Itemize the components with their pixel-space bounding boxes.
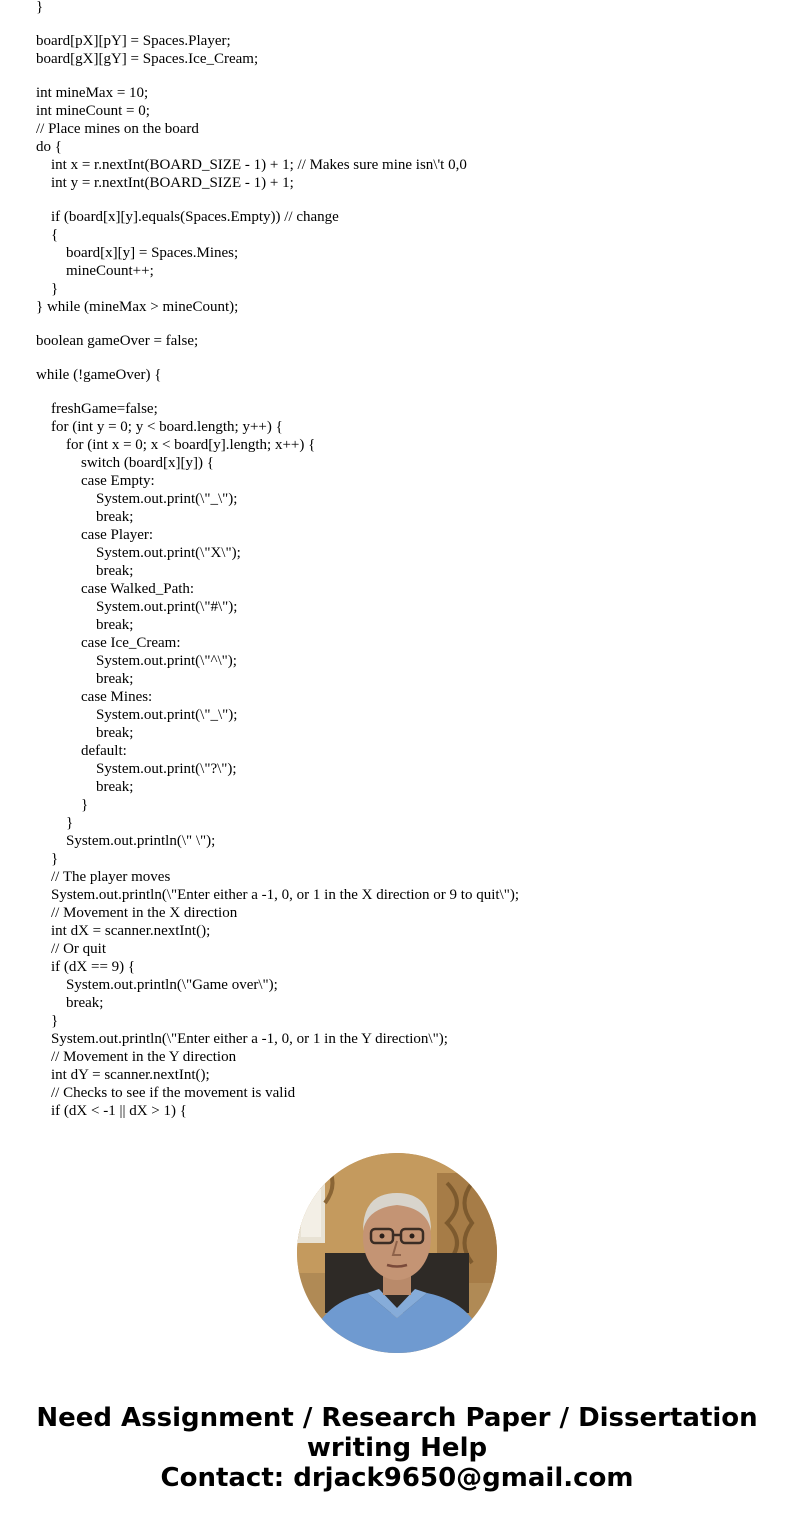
code-line: case Walked_Path: [36,581,195,597]
promo-contact-email: Contact: drjack9650@gmail.com [160,1463,634,1493]
code-line: System.out.print(\"_\"); [36,491,238,507]
code-line: int dY = scanner.nextInt(); [36,1067,210,1083]
code-line: case Empty: [36,473,155,489]
author-avatar [297,1153,497,1353]
code-line [36,384,776,400]
code-line: break; [36,725,134,741]
code-line: } [36,281,59,297]
contact-banner [0,1403,794,1493]
code-line: if (dX < -1 || dX > 1) { [36,1103,187,1119]
code-line: int mineCount = 0; [36,103,150,119]
code-line: // Or quit [36,941,106,957]
code-line: int x = r.nextInt(BOARD_SIZE - 1) + 1; // Makes sure mine isn\'t 0,0 [36,157,467,173]
code-line [36,316,776,332]
code-line: if (board[x][y].equals(Spaces.Empty)) // change [36,209,339,225]
code-line: int dX = scanner.nextInt(); [36,923,211,939]
code-line: break; [36,509,134,525]
code-line: System.out.println(\"Enter either a -1, 0, or 1 in the Y direction\"); [36,1031,448,1047]
code-line: } [36,851,59,867]
code-line: case Mines: [36,689,153,705]
code-line: System.out.print(\"#\"); [36,599,238,615]
code-line: do { [36,139,62,155]
code-line: switch (board[x][y]) { [36,455,214,471]
code-line: boolean gameOver = false; [36,333,199,349]
code-line: System.out.print(\"X\"); [36,545,241,561]
code-line: break; [36,563,134,579]
code-line: break; [36,995,104,1011]
code-line: for (int y = 0; y < board.length; y++) { [36,419,283,435]
code-line: for (int x = 0; x < board[y].length; x++) { [36,437,316,453]
code-line: default: [36,743,127,759]
code-line: int mineMax = 10; [36,85,149,101]
code-line: // Movement in the Y direction [36,1049,237,1065]
code-line: // Checks to see if the movement is valid [36,1085,296,1101]
code-line: break; [36,671,134,687]
code-line: board[x][y] = Spaces.Mines; [36,245,239,261]
code-line: System.out.println(\" \"); [36,833,216,849]
code-line: System.out.println(\"Enter either a -1, 0, or 1 in the X direction or 9 to quit\"); [36,887,519,903]
promo-headline: Need Assignment / Research Paper / Dissertation [36,1403,758,1433]
code-snippet [36,0,776,1120]
code-line: } [36,815,74,831]
code-line: board[gX][gY] = Spaces.Ice_Cream; [36,51,259,67]
code-line: } [36,1013,59,1029]
code-line: } [36,0,44,15]
code-line: if (dX == 9) { [36,959,136,975]
code-line [36,68,776,84]
code-line: } [36,797,89,813]
code-line: // Movement in the X direction [36,905,238,921]
code-line: case Player: [36,527,154,543]
code-line: { [36,227,59,243]
code-line: System.out.print(\"_\"); [36,707,238,723]
code-line: case Ice_Cream: [36,635,181,651]
code-line: while (!gameOver) { [36,367,162,383]
code-line: } while (mineMax > mineCount); [36,299,239,315]
code-line: // Place mines on the board [36,121,199,137]
code-line: // The player moves [36,869,171,885]
code-line [36,350,776,366]
code-line: break; [36,779,134,795]
code-line: board[pX][pY] = Spaces.Player; [36,33,231,49]
code-line: freshGame=false; [36,401,158,417]
promo-subline: writing Help [306,1433,488,1463]
code-line: System.out.print(\"?\"); [36,761,237,777]
code-line: int y = r.nextInt(BOARD_SIZE - 1) + 1; [36,175,294,191]
code-line: System.out.println(\"Game over\"); [36,977,278,993]
code-line: break; [36,617,134,633]
code-line: System.out.print(\"^\"); [36,653,237,669]
code-line: mineCount++; [36,263,154,279]
code-line [36,16,776,32]
code-line [36,192,776,208]
